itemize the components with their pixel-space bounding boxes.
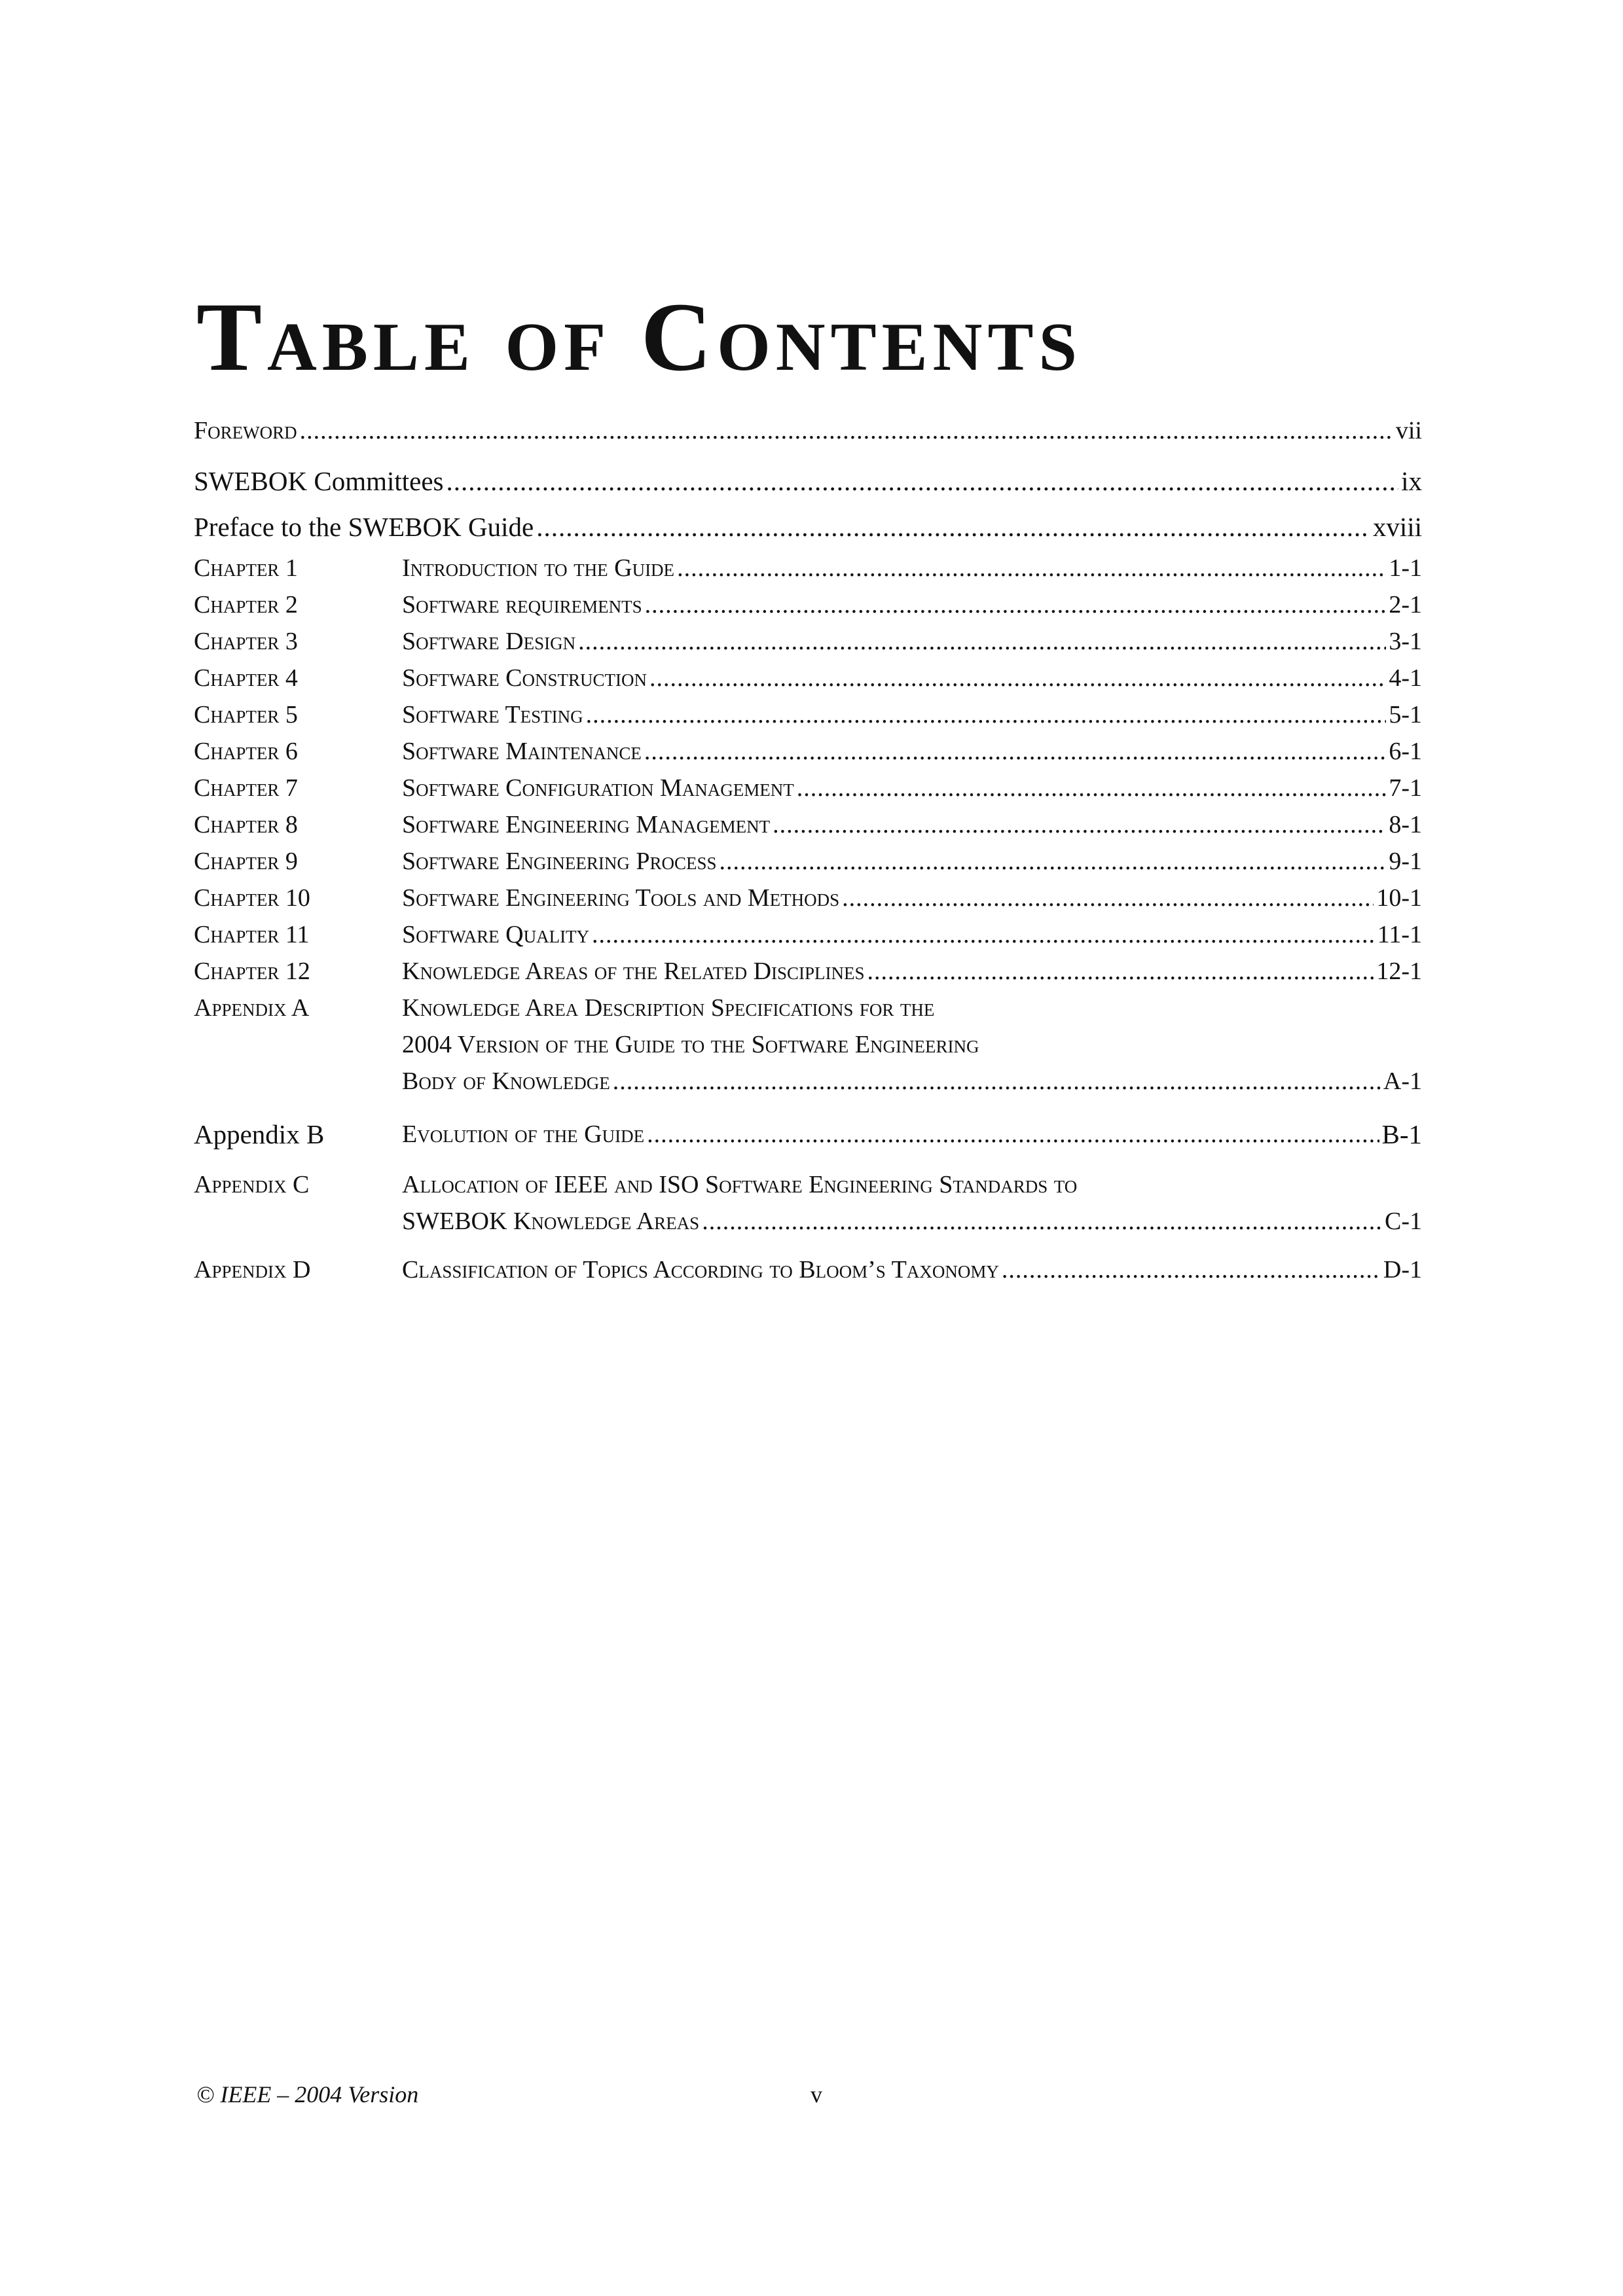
toc-entry-text: Software Testing (402, 701, 583, 728)
page-footer (196, 2078, 1427, 2111)
toc-entry-label: Appendix A (194, 994, 310, 1022)
toc-entry-text: Knowledge Area Description Specifications for the (402, 994, 935, 1022)
toc-entry-chapter-8[interactable] (194, 806, 1422, 843)
toc-entry-committees[interactable] (194, 458, 1422, 504)
toc-entry-appendix-c[interactable] (194, 1166, 1422, 1203)
leader-dots (842, 880, 1374, 916)
toc-entry-text: Classification of Topics According to Bloom’s Taxonomy (402, 1256, 999, 1283)
leader-dots (773, 806, 1386, 843)
leader-dots (1002, 1251, 1381, 1288)
leader-dots (867, 953, 1374, 990)
leader-dots (649, 660, 1386, 696)
toc-entry-label: Chapter 1 (194, 554, 298, 582)
leader-dots (586, 696, 1387, 733)
leader-dots (720, 843, 1387, 880)
toc-entry-page: 1-1 (1389, 554, 1422, 582)
toc-entry-label: Chapter 12 (194, 958, 310, 985)
toc-entry-chapter-11[interactable] (194, 916, 1422, 953)
toc-entry-label: Chapter 2 (194, 591, 298, 619)
toc-entry-appendix-d[interactable] (194, 1251, 1422, 1288)
toc-entry-label: Chapter 10 (194, 884, 310, 912)
toc-entry-label: Chapter 9 (194, 848, 298, 875)
toc-entry-label: Chapter 11 (194, 921, 310, 948)
leader-dots (613, 1063, 1381, 1100)
toc-entry-page: 8-1 (1389, 811, 1422, 838)
toc-entry-page: D-1 (1383, 1256, 1422, 1283)
leader-dots (447, 458, 1399, 504)
toc-entry-label: Chapter 8 (194, 811, 298, 838)
toc-entry-foreword[interactable] (194, 412, 1422, 449)
leader-dots (702, 1203, 1382, 1240)
toc-entry-page: A-1 (1383, 1067, 1422, 1095)
toc-entry-page: 6-1 (1389, 738, 1422, 765)
toc-entry-chapter-6[interactable] (194, 733, 1422, 770)
toc-entry-page: 10-1 (1376, 884, 1422, 912)
toc-entry-label: Chapter 5 (194, 701, 298, 728)
toc-entry-label: Chapter 7 (194, 774, 298, 802)
toc-entry-text: Software Engineering Process (402, 848, 717, 875)
toc-entry-label: Chapter 4 (194, 664, 298, 692)
toc-entry-page: 4-1 (1389, 664, 1422, 692)
leader-dots (536, 504, 1370, 550)
toc-entry-text: SWEBOK Knowledge Areas (402, 1208, 700, 1235)
toc-entry-text: Software Configuration Management (402, 774, 794, 802)
toc-entry-page: vii (1395, 417, 1422, 444)
toc-entry-text: Foreword (194, 417, 297, 444)
toc-entry-text: Software Quality (402, 921, 590, 948)
toc-entry-text: Software Design (402, 628, 576, 655)
toc-entry-page: 9-1 (1389, 848, 1422, 875)
toc-entry-text: Software requirements (402, 591, 642, 619)
leader-dots (578, 623, 1386, 660)
toc-entry-label: Chapter 6 (194, 738, 298, 765)
leader-dots (797, 770, 1387, 806)
toc-entry-text: Software Maintenance (402, 738, 642, 765)
toc-entry-chapter-9[interactable] (194, 843, 1422, 880)
toc-entry-chapter-2[interactable] (194, 586, 1422, 623)
toc-entry-text: SWEBOK Committees (194, 466, 444, 496)
toc-entry-text: Knowledge Areas of the Related Disciplines (402, 958, 865, 985)
toc-entry-appendix-a-line-3 (194, 1063, 1422, 1100)
toc-entry-text: Evolution of the Guide (402, 1121, 645, 1148)
toc-entry-page: 7-1 (1389, 774, 1422, 802)
toc-entry-chapter-10[interactable] (194, 880, 1422, 916)
toc-entry-text: Introduction to the Guide (402, 554, 675, 582)
toc-entry-chapter-3[interactable] (194, 623, 1422, 660)
leader-dots (644, 733, 1386, 770)
toc-entry-page: C-1 (1385, 1208, 1422, 1235)
toc-entry-label: Appendix D (194, 1256, 311, 1283)
toc-entry-page: xviii (1372, 512, 1422, 542)
leader-dots (645, 586, 1387, 623)
table-of-contents (194, 412, 1422, 1288)
toc-entry-text: Allocation of IEEE and ISO Software Engineering Standards to (402, 1171, 1078, 1198)
toc-entry-preface[interactable] (194, 504, 1422, 550)
toc-entry-page: 11-1 (1377, 921, 1422, 948)
toc-entry-appendix-b[interactable] (194, 1111, 1422, 1157)
toc-entry-page: 3-1 (1389, 628, 1422, 655)
toc-entry-chapter-7[interactable] (194, 770, 1422, 806)
toc-entry-chapter-12[interactable] (194, 953, 1422, 990)
page-title: Table of Contents (196, 283, 1082, 391)
toc-entry-page: 12-1 (1376, 958, 1422, 985)
toc-entry-text: Software Engineering Management (402, 811, 771, 838)
toc-entry-appendix-a[interactable] (194, 990, 1422, 1026)
toc-entry-text: Software Construction (402, 664, 647, 692)
toc-entry-appendix-a-line-2 (194, 1026, 1422, 1063)
toc-entry-appendix-c-line-2 (194, 1203, 1422, 1240)
leader-dots (677, 550, 1386, 586)
toc-entry-chapter-4[interactable] (194, 660, 1422, 696)
leader-dots (300, 412, 1393, 449)
footer-copyright: © IEEE – 2004 Version (196, 2081, 419, 2108)
toc-entry-page: 2-1 (1389, 591, 1422, 619)
toc-entry-text: 2004 Version of the Guide to the Software Engineering (402, 1031, 979, 1058)
leader-dots (592, 916, 1375, 953)
toc-entry-text: Software Engineering Tools and Methods (402, 884, 840, 912)
toc-entry-label: Chapter 3 (194, 628, 298, 655)
toc-entry-page: 5-1 (1389, 701, 1422, 728)
footer-page-number: v (811, 2081, 822, 2108)
toc-entry-page: B-1 (1381, 1119, 1422, 1149)
toc-entry-chapter-1[interactable] (194, 550, 1422, 586)
toc-entry-label: Appendix C (194, 1171, 310, 1198)
toc-entry-text: Preface to the SWEBOK Guide (194, 512, 534, 542)
toc-entry-chapter-5[interactable] (194, 696, 1422, 733)
toc-entry-page: ix (1401, 466, 1422, 496)
leader-dots (647, 1111, 1379, 1157)
toc-entry-text: Body of Knowledge (402, 1067, 610, 1095)
toc-entry-label: Appendix B (194, 1119, 325, 1149)
